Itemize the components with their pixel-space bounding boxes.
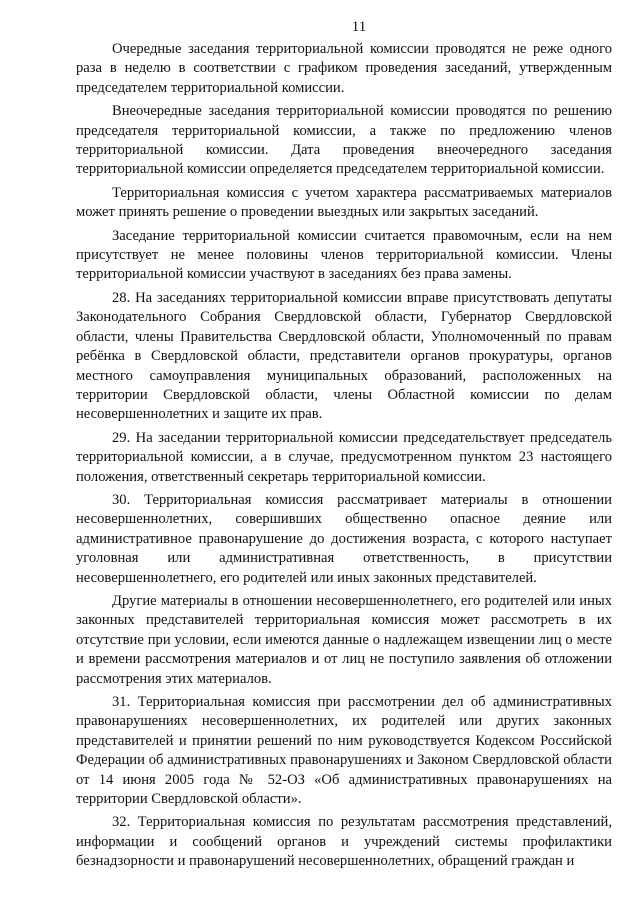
paragraph-regular-meetings: Очередные заседания территориальной комиссии проводятся не реже одного раза в неделю в соответствии с графиком проведения заседаний, утвержденным председателем территориальной комиссии. (76, 41, 612, 96)
paragraph-item-32: 32. Территориальная комиссия по результатам рассмотрения представлений, информации и сообщений органов и учреждений системы профилактики безнадзорности и правонарушений несовершеннолетних, обращений граждан и (76, 814, 612, 870)
paragraph-extraordinary-meetings: Внеочередные заседания территориальной комиссии проводятся по решению председателя территориальной комиссии, а также по предложению членов территориальной комиссии. Дата проведения внеочередного заседания территориальной комиссии определяется председателем территориальной комиссии. (76, 103, 612, 178)
page-number: 11 (351, 19, 367, 35)
paragraph-quorum: Заседание территориальной комиссии считается правомочным, если на нем присутствует не менее половины членов территориальной комиссии. Члены территориальной комиссии участвуют в заседаниях без права замены. (76, 227, 612, 283)
paragraph-onsite-closed-meetings: Территориальная комиссия с учетом характера рассматриваемых материалов может принять решение о проведении выездных или закрытых заседаний. (76, 184, 612, 221)
paragraph-item-29: 29. На заседании территориальной комиссии председательствует председатель территориальной комиссии, а в случае, предусмотренном пунктом 23 настоящего положения, ответственный секретарь территориальной комиссии. (76, 429, 612, 485)
paragraph-item-28: 28. На заседаниях территориальной комиссии вправе присутствовать депутаты Законодательного Собрания Свердловской области, Губернатор Свердловской области, члены Правительства Свердловской области, Уполномоченный по правам ребёнка в Свердловской области, представители органов прокуратуры, органов местного самоуправления муниципальных образований, расположенных на территории Свердловской области, члены Областной комиссии по делам несовершеннолетних и защите их прав. (76, 289, 612, 423)
paragraph-item-30: 30. Территориальная комиссия рассматривает материалы в отношении несовершеннолетних, совершивших общественно опасное деяние или административное правонарушение до достижения возраста, с которого наступает уголовная или административная ответственность, в присутствии несовершеннолетнего, его родителей или иных законных представителей. (76, 491, 612, 586)
paragraph-item-31: 31. Территориальная комиссия при рассмотрении дел об административных правонарушениях несовершеннолетних, их родителей или других законных представителей и принятии решений по ним руководствуется Кодексом Российской Федерации об административных правонарушениях и Законом Свердловской области от 14 июня 2005 года № 52-ОЗ «Об административных правонарушениях на территории Свердловской области». (76, 694, 612, 808)
paragraph-other-materials: Другие материалы в отношении несовершеннолетнего, его родителей или иных законных представителей территориальная комиссия может рассмотреть в их отсутствие при условии, если имеются данные о надлежащем извещении лиц о месте и времени рассмотрения материалов и от лиц не поступило заявления об отложении рассмотрения этих материалов. (76, 592, 612, 687)
